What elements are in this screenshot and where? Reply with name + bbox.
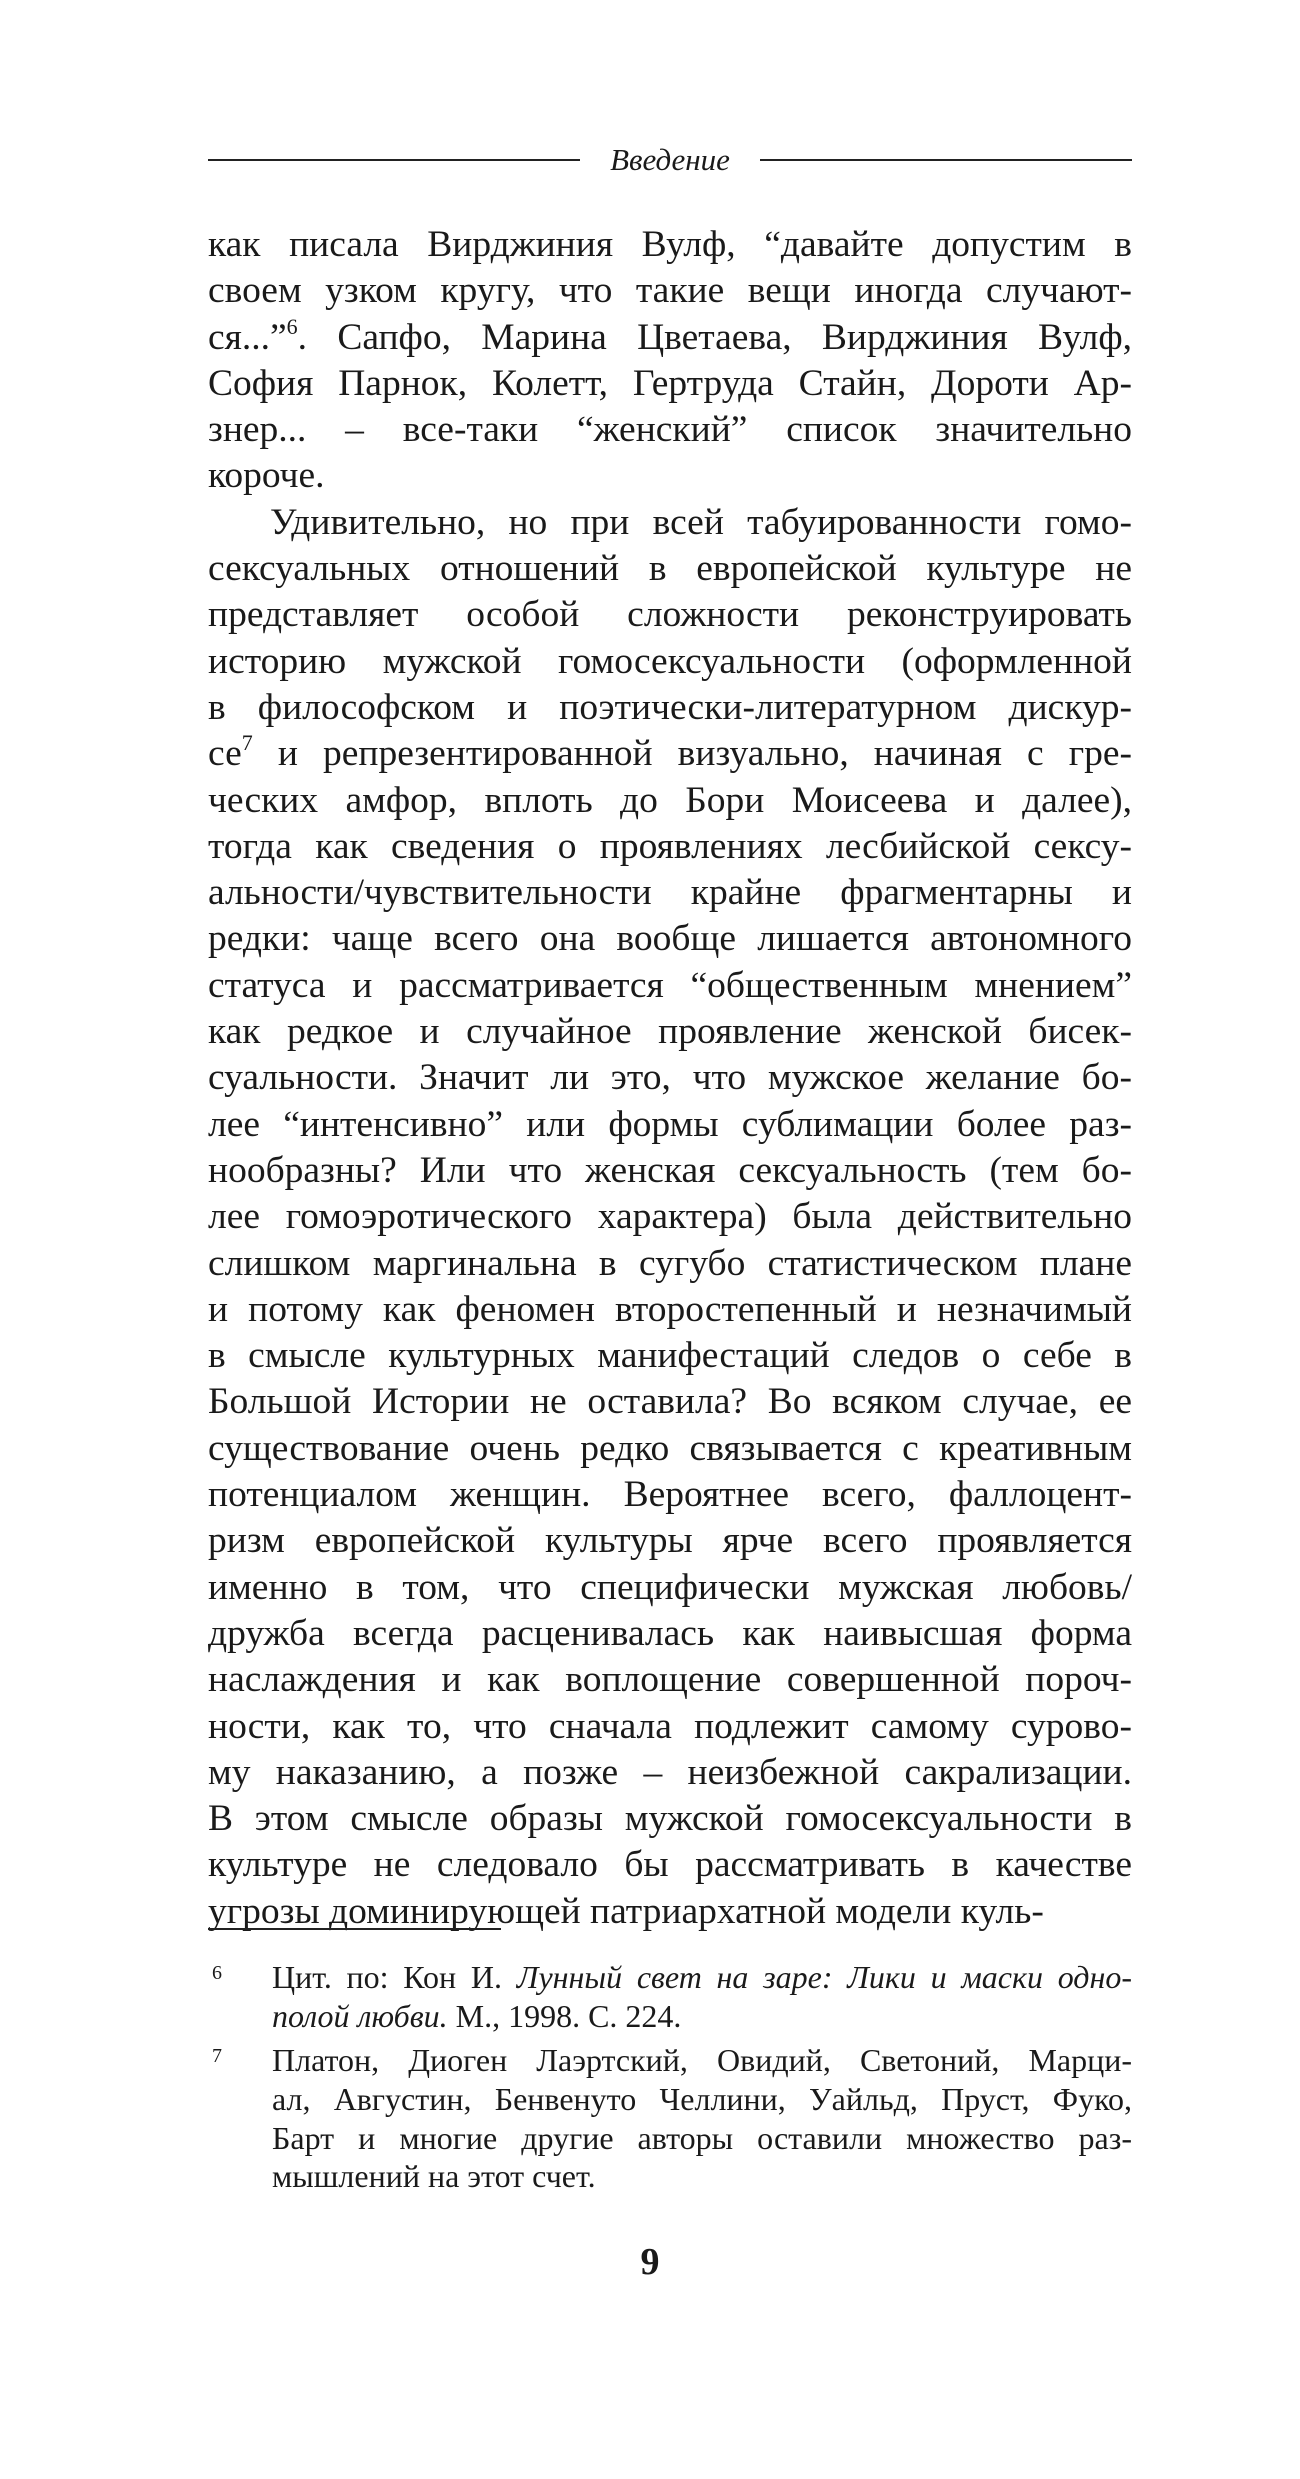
text-line: му наказанию, а позже – неизбежной сакрализации. bbox=[208, 1751, 1132, 1793]
text-line: короче. bbox=[208, 455, 325, 497]
text-line: культуре не следовало бы рассматривать в качестве bbox=[208, 1844, 1132, 1886]
italic-title: полой любви. bbox=[272, 1997, 448, 2034]
body-text bbox=[208, 222, 1132, 1935]
footnote-separator bbox=[208, 1928, 501, 1930]
footnote-number: 7 bbox=[212, 2045, 222, 2068]
text-line: Удивительно, но при всей табуированности гомо- bbox=[270, 501, 1132, 543]
text-line: ся...”$^6$. Сапфо, Марина Цветаева, Вирджиния Вулф, bbox=[208, 313, 1132, 358]
text-line: суальности. Значит ли это, что мужское желание бо- bbox=[208, 1057, 1132, 1099]
footnote bbox=[208, 2041, 1132, 2196]
header-rule-left bbox=[208, 159, 580, 161]
text-line: статуса и рассматривается “общественным мнением” bbox=[208, 964, 1132, 1006]
text-line: редки: чаще всего она вообще лишается автономного bbox=[208, 918, 1132, 960]
text-line: Большой Истории не оставила? Во всяком случае, ее bbox=[208, 1381, 1132, 1423]
footnote-line: Барт и многие другие авторы оставили множество раз- bbox=[272, 2119, 1132, 2156]
footnote-line: ал, Августин, Бенвенуто Челлини, Уайльд, Пруст, Фуко, bbox=[272, 2081, 1132, 2118]
text-line: как писала Вирджиния Вулф, “давайте допустим в bbox=[208, 224, 1132, 265]
footnote-line: мышлений на этот счет. bbox=[272, 2158, 596, 2195]
text-line: слишком маргинальна в сугубо статистическом плане bbox=[208, 1242, 1132, 1284]
paragraph bbox=[208, 222, 1132, 500]
text-line: альности/чувствительности крайне фрагментарны и bbox=[208, 872, 1132, 914]
text-line: представляет особой сложности реконструировать bbox=[208, 594, 1132, 636]
italic-title: Лунный свет на заре: Лики и маски одно- bbox=[516, 1959, 1133, 1995]
text-line: в философском и поэтически-литературном дискур- bbox=[208, 686, 1132, 728]
footnote-reference[interactable]: 6 bbox=[286, 313, 298, 339]
text-line: нообразны? Или что женская сексуальность (тем бо- bbox=[208, 1149, 1132, 1191]
footnote-number: 6 bbox=[212, 1962, 222, 1984]
text-line: тогда как сведения о проявлениях лесбийской сексу- bbox=[208, 825, 1132, 867]
text-line: ческих амфор, вплоть до Бори Моисеева и далее), bbox=[208, 779, 1132, 821]
text-line: своем узком кругу, что такие вещи иногда случают- bbox=[208, 270, 1132, 312]
text-line: знер... – все-таки “женский” список значительно bbox=[208, 409, 1132, 451]
text-line: В этом смысле образы мужской гомосексуальности в bbox=[208, 1798, 1132, 1840]
text-line: и потому как феномен второстепенный и незначимый bbox=[208, 1288, 1132, 1330]
text-line: как редкое и случайное проявление женской бисек- bbox=[208, 1011, 1132, 1053]
running-header bbox=[208, 140, 1132, 180]
text-line: сексуальных отношений в европейской культуре не bbox=[208, 548, 1132, 590]
text-line: ности, как то, что сначала подлежит самому сурово- bbox=[208, 1705, 1132, 1747]
footnote-line: полой любви. М., 1998. С. 224. bbox=[272, 1997, 682, 2034]
text-line: лее гомоэротического характера) была действительно bbox=[208, 1196, 1132, 1238]
text-line: ризм европейской культуры ярче всего проявляется bbox=[208, 1520, 1132, 1562]
text-line: существование очень редко связывается с креативным bbox=[208, 1427, 1132, 1469]
text-line: се$^7$ и репрезентированной визуально, начиная с гре- bbox=[208, 730, 1132, 775]
footnote-line: Цит. по: Кон И. Лунный свет на заре: Лики и маски одно- bbox=[272, 1959, 1133, 1995]
running-title: Введение bbox=[610, 142, 730, 177]
text-line: в смысле культурных манифестаций следов о себе в bbox=[208, 1335, 1132, 1377]
text-line: историю мужской гомосексуальности (оформленной bbox=[208, 640, 1132, 682]
footnote-reference[interactable]: 7 bbox=[241, 730, 253, 756]
text-line: наслаждения и как воплощение совершенной пороч- bbox=[208, 1659, 1132, 1701]
text-line: дружба всегда расценивалась как наивысшая форма bbox=[208, 1612, 1132, 1654]
header-rule-right bbox=[760, 159, 1132, 161]
page-number: 9 bbox=[640, 2241, 660, 2283]
text-line: угрозы доминирующей патриархатной модели куль- bbox=[208, 1890, 1044, 1932]
text-line: потенциалом женщин. Вероятнее всего, фаллоцент- bbox=[208, 1474, 1132, 1516]
paragraph bbox=[208, 500, 1132, 1935]
text-line: София Парнок, Колетт, Гертруда Стайн, Дороти Ар- bbox=[208, 362, 1132, 404]
text-line: именно в том, что специфически мужская любовь/ bbox=[208, 1566, 1132, 1608]
text-line: лее “интенсивно” или формы сублимации более раз- bbox=[208, 1103, 1132, 1145]
footnotes bbox=[208, 1958, 1132, 2202]
footnote-line: Платон, Диоген Лаэртский, Овидий, Светоний, Марци- bbox=[272, 2042, 1132, 2079]
footnote bbox=[208, 1958, 1132, 2035]
